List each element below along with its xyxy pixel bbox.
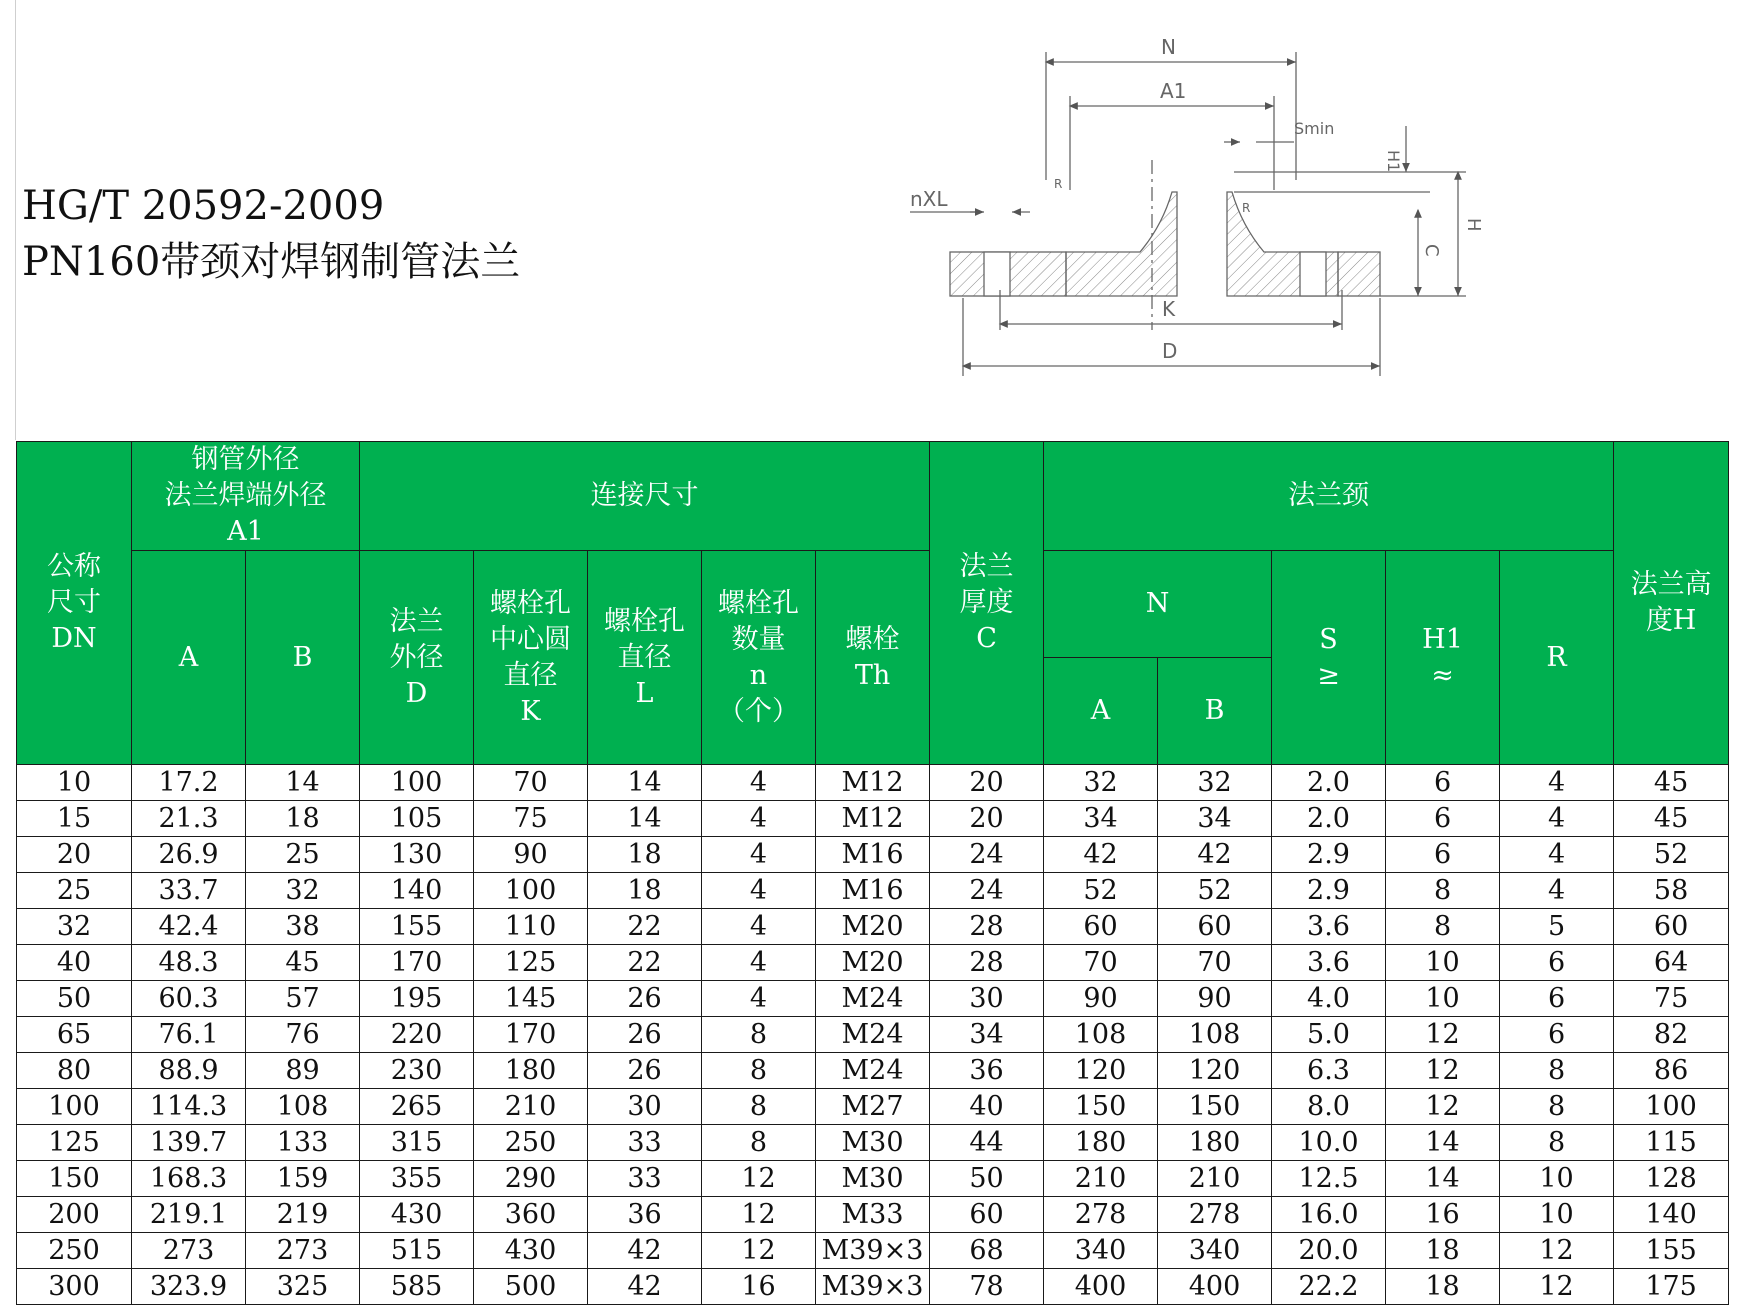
table-cell: 2.0 [1272, 765, 1386, 801]
table-cell: 6.3 [1272, 1053, 1386, 1089]
table-cell: 32 [1158, 765, 1272, 801]
table-cell: 2.0 [1272, 801, 1386, 837]
table-cell: 42 [588, 1269, 702, 1305]
table-cell: 14 [1386, 1125, 1500, 1161]
table-cell: 6 [1500, 945, 1614, 981]
table-cell: 25 [17, 873, 132, 909]
table-cell: 70 [474, 765, 588, 801]
table-cell: 34 [930, 1017, 1044, 1053]
table-cell: 76.1 [132, 1017, 246, 1053]
table-cell: 60 [1614, 909, 1729, 945]
table-cell: 68 [930, 1233, 1044, 1269]
table-cell: 8 [702, 1125, 816, 1161]
table-cell: M30 [816, 1125, 930, 1161]
label-N: N [1161, 35, 1176, 59]
table-cell: 58 [1614, 873, 1729, 909]
table-cell: 14 [588, 765, 702, 801]
table-cell: 315 [360, 1125, 474, 1161]
table-cell: 200 [17, 1197, 132, 1233]
table-cell: 26 [588, 1017, 702, 1053]
table-cell: 273 [132, 1233, 246, 1269]
label-R-right: R [1242, 201, 1251, 215]
table-cell: 52 [1044, 873, 1158, 909]
table-body [17, 765, 1729, 1305]
table-cell: 128 [1614, 1161, 1729, 1197]
bolt-hole-left [984, 252, 1010, 296]
table-cell: 219 [246, 1197, 360, 1233]
table-cell: 76 [246, 1017, 360, 1053]
table-cell: 12.5 [1272, 1161, 1386, 1197]
table-cell: 114.3 [132, 1089, 246, 1125]
table-cell: 585 [360, 1269, 474, 1305]
table-cell: 150 [17, 1161, 132, 1197]
table-cell: 12 [702, 1233, 816, 1269]
table-cell: 4 [1500, 873, 1614, 909]
table-cell: 210 [1044, 1161, 1158, 1197]
table-cell: 18 [1386, 1233, 1500, 1269]
table-cell: 115 [1614, 1125, 1729, 1161]
table-cell: 48.3 [132, 945, 246, 981]
table-cell: 32 [1044, 765, 1158, 801]
table-row [17, 945, 1729, 981]
table-cell: 100 [17, 1089, 132, 1125]
header-h1: H1 ≈ [1386, 551, 1500, 765]
table-cell: 6 [1386, 765, 1500, 801]
table-cell: 10 [17, 765, 132, 801]
table-cell: 105 [360, 801, 474, 837]
table-cell: M16 [816, 837, 930, 873]
table-cell: 15 [17, 801, 132, 837]
table-cell: 16 [1386, 1197, 1500, 1233]
table-cell: 24 [930, 837, 1044, 873]
table-cell: M12 [816, 801, 930, 837]
table-cell: 34 [1158, 801, 1272, 837]
table-cell: M30 [816, 1161, 930, 1197]
table-cell: 210 [474, 1089, 588, 1125]
table-cell: 220 [360, 1017, 474, 1053]
table-cell: 90 [1158, 981, 1272, 1017]
table-cell: 90 [1044, 981, 1158, 1017]
table-cell: 8 [702, 1053, 816, 1089]
table-cell: 12 [1500, 1233, 1614, 1269]
table-cell: M16 [816, 873, 930, 909]
header-s: S ≥ [1272, 551, 1386, 765]
table-row [17, 1269, 1729, 1305]
table-cell: 300 [17, 1269, 132, 1305]
table-cell: M24 [816, 981, 930, 1017]
table-cell: 325 [246, 1269, 360, 1305]
table-cell: M24 [816, 1017, 930, 1053]
table-row [17, 1161, 1729, 1197]
table-cell: 12 [1386, 1089, 1500, 1125]
table-cell: 24 [930, 873, 1044, 909]
table-cell: 323.9 [132, 1269, 246, 1305]
table-cell: 42.4 [132, 909, 246, 945]
table-cell: 10.0 [1272, 1125, 1386, 1161]
table-cell: 4 [1500, 765, 1614, 801]
table-cell: 42 [1044, 837, 1158, 873]
flange-right-ring [1338, 252, 1380, 296]
table-cell: 82 [1614, 1017, 1729, 1053]
table-cell: 86 [1614, 1053, 1729, 1089]
header-n-a: A [1044, 658, 1158, 765]
table-cell: 8.0 [1272, 1089, 1386, 1125]
table-cell: 265 [360, 1089, 474, 1125]
table-cell: 28 [930, 945, 1044, 981]
table-cell: 18 [246, 801, 360, 837]
table-cell: 120 [1158, 1053, 1272, 1089]
table-cell: 10 [1386, 981, 1500, 1017]
table-row [17, 1089, 1729, 1125]
table-cell: 6 [1386, 801, 1500, 837]
table-cell: 40 [17, 945, 132, 981]
label-K: K [1162, 297, 1176, 321]
table-row [17, 1017, 1729, 1053]
table-cell: 125 [474, 945, 588, 981]
table-cell: 26.9 [132, 837, 246, 873]
table-cell: 75 [474, 801, 588, 837]
table-cell: 45 [1614, 765, 1729, 801]
table-cell: 60 [1158, 909, 1272, 945]
table-cell: M27 [816, 1089, 930, 1125]
standard-code: HG/T 20592-2009 [22, 183, 385, 229]
table-cell: 8 [702, 1089, 816, 1125]
table-cell: 14 [1386, 1161, 1500, 1197]
label-R-left: R [1054, 177, 1063, 191]
header-dn: 公称 尺寸 DN [17, 442, 132, 765]
table-cell: 88.9 [132, 1053, 246, 1089]
table-cell: 120 [1044, 1053, 1158, 1089]
table-cell: 22.2 [1272, 1269, 1386, 1305]
table-cell: 57 [246, 981, 360, 1017]
table-cell: 90 [474, 837, 588, 873]
table-cell: 32 [17, 909, 132, 945]
table-cell: 20 [930, 765, 1044, 801]
table-cell: 50 [930, 1161, 1044, 1197]
table-cell: 60 [1044, 909, 1158, 945]
header-l: 螺栓孔 直径 L [588, 551, 702, 765]
table-cell: 8 [1500, 1053, 1614, 1089]
table-cell: 100 [1614, 1089, 1729, 1125]
table-cell: 50 [17, 981, 132, 1017]
table-cell: 219.1 [132, 1197, 246, 1233]
table-cell: 20 [930, 801, 1044, 837]
table-cell: 278 [1158, 1197, 1272, 1233]
table-row [17, 1233, 1729, 1269]
table-cell: 18 [1386, 1269, 1500, 1305]
header-th: 螺栓 Th [816, 551, 930, 765]
table-cell: 4 [702, 909, 816, 945]
table-cell: 60.3 [132, 981, 246, 1017]
table-cell: 26 [588, 1053, 702, 1089]
table-cell: 175 [1614, 1269, 1729, 1305]
table-cell: 139.7 [132, 1125, 246, 1161]
header-h: 法兰高 度H [1614, 442, 1729, 765]
table-row [17, 1197, 1729, 1233]
table-cell: 75 [1614, 981, 1729, 1017]
table-cell: 14 [588, 801, 702, 837]
table-cell: 340 [1044, 1233, 1158, 1269]
table-cell: 12 [1386, 1017, 1500, 1053]
table-cell: 4 [1500, 801, 1614, 837]
table-cell: 170 [360, 945, 474, 981]
table-cell: 12 [1500, 1269, 1614, 1305]
table-cell: 100 [474, 873, 588, 909]
table-cell: 340 [1158, 1233, 1272, 1269]
label-C: C [1421, 244, 1442, 257]
table-row [17, 1125, 1729, 1161]
header-n-group: N [1044, 551, 1272, 658]
flange-dimension-table [16, 441, 1729, 1305]
table-cell: 4 [702, 801, 816, 837]
table-cell: 45 [1614, 801, 1729, 837]
table-cell: 230 [360, 1053, 474, 1089]
table-cell: 140 [360, 873, 474, 909]
table-cell: 400 [1158, 1269, 1272, 1305]
table-cell: 30 [930, 981, 1044, 1017]
table-cell: M39×3 [816, 1269, 930, 1305]
table-cell: 14 [246, 765, 360, 801]
table-cell: 400 [1044, 1269, 1158, 1305]
table-cell: 515 [360, 1233, 474, 1269]
table-cell: 2.9 [1272, 837, 1386, 873]
table-cell: 6 [1500, 981, 1614, 1017]
table-cell: 150 [1158, 1089, 1272, 1125]
table-cell: 360 [474, 1197, 588, 1233]
table-row [17, 873, 1729, 909]
table-cell: 195 [360, 981, 474, 1017]
table-cell: 12 [702, 1197, 816, 1233]
table-cell: 36 [930, 1053, 1044, 1089]
table-cell: 42 [1158, 837, 1272, 873]
table-cell: 8 [1386, 909, 1500, 945]
table-cell: 17.2 [132, 765, 246, 801]
table-cell: 168.3 [132, 1161, 246, 1197]
table-cell: 12 [1386, 1053, 1500, 1089]
table-cell: 32 [246, 873, 360, 909]
header-c: 法兰 厚度 C [930, 442, 1044, 765]
header-a: A [132, 551, 246, 765]
table-cell: 65 [17, 1017, 132, 1053]
table-cell: 20.0 [1272, 1233, 1386, 1269]
table-cell: 180 [474, 1053, 588, 1089]
header-b: B [246, 551, 360, 765]
table-cell: 89 [246, 1053, 360, 1089]
table-cell: 4 [702, 981, 816, 1017]
table-cell: M24 [816, 1053, 930, 1089]
table-cell: 80 [17, 1053, 132, 1089]
table-cell: 16.0 [1272, 1197, 1386, 1233]
table-cell: 145 [474, 981, 588, 1017]
table-cell: 4 [702, 837, 816, 873]
table-cell: 6 [1386, 837, 1500, 873]
header-connect-group: 连接尺寸 [360, 442, 930, 551]
table-cell: M20 [816, 909, 930, 945]
table-cell: 45 [246, 945, 360, 981]
document-title [22, 178, 520, 290]
table-cell: 25 [246, 837, 360, 873]
table-cell: 8 [1386, 873, 1500, 909]
table-cell: 4 [702, 945, 816, 981]
table-cell: 8 [702, 1017, 816, 1053]
table-cell: 290 [474, 1161, 588, 1197]
table-cell: 70 [1044, 945, 1158, 981]
table-cell: 155 [360, 909, 474, 945]
header-a1-group: 钢管外径 法兰焊端外径 A1 [132, 442, 360, 551]
label-H: H [1463, 218, 1484, 232]
table-cell: 38 [246, 909, 360, 945]
table-cell: 64 [1614, 945, 1729, 981]
table-cell: 5 [1500, 909, 1614, 945]
table-cell: 52 [1614, 837, 1729, 873]
table-cell: 430 [360, 1197, 474, 1233]
table-cell: 8 [1500, 1125, 1614, 1161]
label-H1: H1 [1384, 150, 1403, 173]
header-n-b: B [1158, 658, 1272, 765]
table-cell: 210 [1158, 1161, 1272, 1197]
table-cell: 21.3 [132, 801, 246, 837]
header-k: 螺栓孔 中心圆 直径 K [474, 551, 588, 765]
table-cell: 3.6 [1272, 909, 1386, 945]
table-cell: 4 [702, 873, 816, 909]
table-cell: 8 [1500, 1089, 1614, 1125]
table-cell: 430 [474, 1233, 588, 1269]
label-nXL: nXL [910, 187, 948, 211]
table-cell: 5.0 [1272, 1017, 1386, 1053]
header-n-count: 螺栓孔 数量 n （个） [702, 551, 816, 765]
table-cell: 60 [930, 1197, 1044, 1233]
table-cell: 70 [1158, 945, 1272, 981]
label-S: Smin [1294, 119, 1335, 138]
table-cell: 4.0 [1272, 981, 1386, 1017]
table-cell: 12 [702, 1161, 816, 1197]
table-cell: 44 [930, 1125, 1044, 1161]
table-cell: 140 [1614, 1197, 1729, 1233]
table-cell: 33 [588, 1125, 702, 1161]
table-cell: 130 [360, 837, 474, 873]
left-margin-rule [15, 0, 16, 440]
table-cell: 100 [360, 765, 474, 801]
table-cell: 30 [588, 1089, 702, 1125]
table-cell: 4 [702, 765, 816, 801]
table-cell: 500 [474, 1269, 588, 1305]
table-cell: 6 [1500, 1017, 1614, 1053]
table-cell: 36 [588, 1197, 702, 1233]
table-cell: 180 [1158, 1125, 1272, 1161]
flange-cross-section-drawing [910, 30, 1630, 430]
table-cell: 159 [246, 1161, 360, 1197]
table-cell: 250 [474, 1125, 588, 1161]
label-D: D [1162, 339, 1178, 363]
table-cell: 125 [17, 1125, 132, 1161]
table-cell: 28 [930, 909, 1044, 945]
table-cell: 108 [1158, 1017, 1272, 1053]
table-cell: 10 [1386, 945, 1500, 981]
table-cell: 355 [360, 1161, 474, 1197]
table-cell: 180 [1044, 1125, 1158, 1161]
table-cell: 250 [17, 1233, 132, 1269]
product-name: PN160带颈对焊钢制管法兰 [22, 239, 521, 285]
table-cell: 20 [17, 837, 132, 873]
table-cell: 278 [1044, 1197, 1158, 1233]
table-cell: M20 [816, 945, 930, 981]
table-cell: M33 [816, 1197, 930, 1233]
table-cell: 155 [1614, 1233, 1729, 1269]
table-cell: 18 [588, 837, 702, 873]
table-cell: 133 [246, 1125, 360, 1161]
table-cell: 3.6 [1272, 945, 1386, 981]
table-cell: 34 [1044, 801, 1158, 837]
table-cell: 108 [246, 1089, 360, 1125]
table-cell: 33.7 [132, 873, 246, 909]
table-cell: 2.9 [1272, 873, 1386, 909]
table-cell: 33 [588, 1161, 702, 1197]
table-row [17, 981, 1729, 1017]
label-A1: A1 [1160, 79, 1187, 103]
table-cell: 18 [588, 873, 702, 909]
table-cell: 78 [930, 1269, 1044, 1305]
table-cell: 170 [474, 1017, 588, 1053]
table-cell: M12 [816, 765, 930, 801]
table-cell: 4 [1500, 837, 1614, 873]
table-cell: 273 [246, 1233, 360, 1269]
table-cell: 110 [474, 909, 588, 945]
bolt-hole-right [1300, 252, 1326, 296]
table-row [17, 801, 1729, 837]
table-cell: 52 [1158, 873, 1272, 909]
table-cell: 40 [930, 1089, 1044, 1125]
table-cell: 150 [1044, 1089, 1158, 1125]
table-row [17, 1053, 1729, 1089]
header-neck-group: 法兰颈 [1044, 442, 1614, 551]
table-cell: 22 [588, 909, 702, 945]
table-cell: 16 [702, 1269, 816, 1305]
table-cell: 26 [588, 981, 702, 1017]
table-row [17, 765, 1729, 801]
table-cell: 42 [588, 1233, 702, 1269]
table-row [17, 909, 1729, 945]
table-cell: 22 [588, 945, 702, 981]
table-cell: 10 [1500, 1161, 1614, 1197]
table-cell: 10 [1500, 1197, 1614, 1233]
table-row [17, 837, 1729, 873]
header-r: R [1500, 551, 1614, 765]
header-d: 法兰 外径 D [360, 551, 474, 765]
flange-left-section [1066, 192, 1177, 296]
table-cell: 108 [1044, 1017, 1158, 1053]
table-cell: M39×3 [816, 1233, 930, 1269]
